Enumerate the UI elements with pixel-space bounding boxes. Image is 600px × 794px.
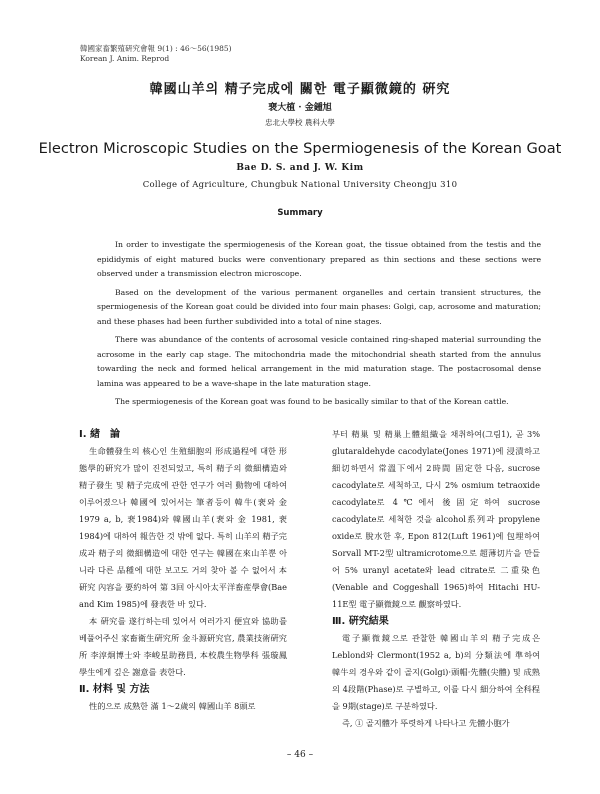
body-paragraph: 性的으로 成熟한 滿 1〜2歲의 韓國山羊 8頭로 [89,701,256,711]
journal-name-kr: 韓國家畜繁殖硏究會報 9(1) : 46〜56(1985) [80,44,232,53]
body-paragraph: 本 硏究를 遂行하는데 있어서 여러가지 便宜와 協助를 베풀어주신 家畜衛生硏究所 金斗源硏究官, 農業技術硏究所 李淳炯博士와 李峻星助務員, 本校農生物學科 張璇鳳 學生에게 깊은 謝意를 表한다. [79,616,287,677]
summary-heading: Summary [277,208,323,218]
summary-paragraph: The spermiogenesis of the Korean goat was found to be basically similar to that of the Korean cattle. [115,397,509,406]
right-column [332,426,540,732]
journal-name-en: Korean J. Anim. Reprod [80,54,170,63]
summary-paragraph: Based on the development of the various permanent organelles and certain transient structures, the spermiogenesis of the Korean goat could be divided into four main phases: Golgi, cap, acrosome and maturation; and these phases had been further subdivided into a total of nine stages. [97,287,541,326]
authors-korean: 裵大植 · 金鍾旭 [268,103,332,113]
body-paragraph: 電子顯微鏡으로 관찰한 韓國山羊의 精子完成은 Leblond와 Clermont(1952 a, b)의 分類法에 準하여 韓牛의 경우와 같이 골지(Golgi)·頭帽·先體(尖體) 및 成熟의 4段階(Phase)로 구별하고, 이를 다시 細分하여 全科程을 9期(stage)로 구분하였다. [332,633,540,711]
journal-citation [80,44,232,64]
authors-english: Bae D. S. and J. W. Kim [236,163,364,173]
title-english: Electron Microscopic Studies on the Spermiogenesis of the Korean Goat [38,140,562,157]
body-paragraph: 부터 精巢 및 精巢上體組織을 채취하여(그림1), 곧 3% glutaraldehyde cacodylate(Jones 1971)에 浸漬하고 細切하면서 常溫下에서 2時間 固定한 다음, sucrose cacodylate로 세척하고, 다시 2% osmium tetraoxide cacodylate로 4℃에서 後固定하여 sucrose cacodylate로 세척한 것을 alcohol系列과 propylene oxide로 脫水한 후, Epon 812(Luft 1961)에 包埋하여 Sorvall MT-2型 ultramicrotome으로 超薄切片을 만들어 5% uranyl acetate와 lead citrate로 二重染色(Venable and Coggeshall 1965)하여 Hitachi HU-11E型 電子顯微鏡으로 觀察하였다. [332,429,540,609]
summary-body [97,238,541,414]
left-column [79,426,287,715]
section-heading-introduction: Ⅰ. 緖 論 [79,429,121,440]
summary-paragraph: There was abundance of the contents of acrosomal vesicle contained ring-shaped material surrounding the acrosome in the early cap stage. The mitochondria made the mitochondrial sheath started from the annulus towarding the neck and formed helical arrangement in the mid maturation stage. The postacrosomal dense lamina was appeared to be a wave-shape in the late maturation stage. [97,335,541,388]
body-paragraph: 生命體發生의 核心인 生殖細胞의 形成過程에 대한 形態學的硏究가 많이 진전되었고, 특히 精子의 微細構造와 精子發生 및 精子完成에 관한 연구가 여러 動物에 대하여 이루어졌으나 韓國에 있어서는 筆者등이 韓牛(裵와 金 1979 a, b, 裵1984)와 韓國山羊(裵와 金 1981, 裵 1984)에 대하여 報告한 것 밖에 없다. 특히 山羊의 精子完成과 精子의 微細構造에 대한 연구는 韓國在來山羊뿐 아니라 다른 品種에 대한 보고도 거의 찾아 볼 수 없어서 本 硏究 內容을 要約하여 第 3回 아시아太平洋畜産學會(Bae and Kim 1985)에 發表한 바 있다. [79,446,287,609]
affiliation-korean: 忠北大學校 農科大學 [265,118,335,127]
body-paragraph: 즉, ① 골지體가 뚜렷하게 나타나고 先體小胞가 [342,718,510,728]
summary-paragraph: In order to investigate the spermiogenesis of the Korean goat, the tissue obtained from the testis and the epididymis of eight matured bucks were conventionary prepared as thin sections and these sections were observed under a transmission electron microscope. [97,240,541,278]
affiliation-english: College of Agriculture, Chungbuk National University Cheongju 310 [142,180,458,190]
section-heading-results: Ⅲ. 硏究結果 [332,616,389,627]
section-heading-methods: Ⅱ. 材料 및 方法 [79,684,150,695]
page-number: – 46 – [286,750,314,760]
title-korean: 韓國山羊의 精子完成에 關한 電子顯微鏡的 硏究 [149,82,451,97]
